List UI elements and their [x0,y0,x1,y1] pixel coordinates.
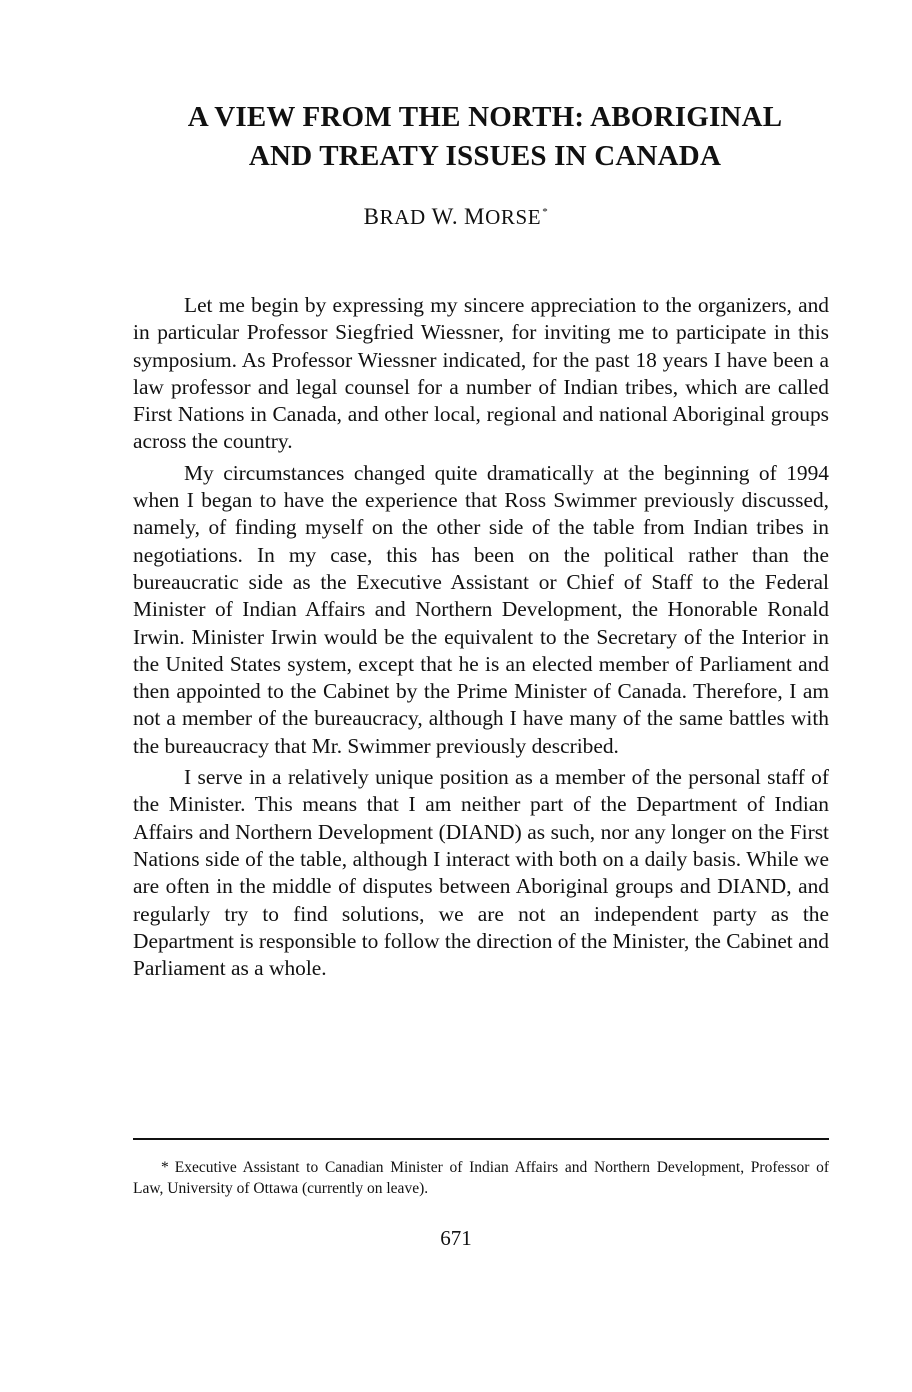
page-number: 671 [440,1226,472,1250]
footnote-divider [133,1138,829,1140]
footnote [133,1157,829,1199]
paragraph-2: My circumstances changed quite dramatically at the beginning of 1994 when I began to have the experience that Ross Swimmer previously discussed, namely, of finding myself on the other side of the table from Indian tribes in negotiations. In my case, this has been on the political rather than the bureaucratic side as the Executive Assistant or Chief of Staff to the Federal Minister of Indian Affairs and Northern Development, the Honorable Ronald Irwin. Minister Irwin would be the equivalent to the Secretary of the Interior in the United States system, except that he is an elected member of Parliament and then appointed to the Cabinet by the Prime Minister of Canada. Therefore, I am not a member of the bureaucracy, although I have many of the same battles with the bureaucracy that Mr. Swimmer previously described. [133,460,829,758]
article-body [133,292,829,986]
footnote-text: Executive Assistant to Canadian Minister of Indian Affairs and Northern Development, Professor of Law, University of Ottawa (currently on leave). [133,1159,829,1197]
author-byline [0,204,912,230]
paragraph-3: I serve in a relatively unique position as a member of the personal staff of the Minister. This means that I am neither part of the Department of Indian Affairs and Northern Development (DIAND) as such, nor any longer on the First Nations side of the table, although I interact with both on a daily basis. While we are often in the middle of disputes between Aboriginal groups and DIAND, and regularly try to find solutions, we are not an independent party as the Department is responsible to follow the direction of the Minister, the Cabinet and Parliament as a whole. [133,765,829,981]
title-line-1: A VIEW FROM THE NORTH: ABORIGINAL [187,101,783,133]
paragraph-1: Let me begin by expressing my sincere appreciation to the organizers, and in particular Professor Siegfried Wiessner, for inviting me to participate in this symposium. As Professor Wiessner indicated, for the past 18 years I have been a law professor and legal counsel for a number of Indian tribes, which are called First Nations in Canada, and other local, regional and national Aboriginal groups across the country. [133,293,829,454]
author-last-rest: ORSE [485,205,542,229]
author-first-initial: B [363,204,380,229]
author-last-initial: M [464,204,486,229]
title-line-2: AND TREATY ISSUES IN CANADA [248,140,722,172]
author-first-rest: RAD [379,205,426,229]
author-footnote-mark: * [542,206,549,218]
author-middle: W. [431,204,459,229]
article-title [120,98,850,176]
footnote-mark: * [161,1159,169,1176]
